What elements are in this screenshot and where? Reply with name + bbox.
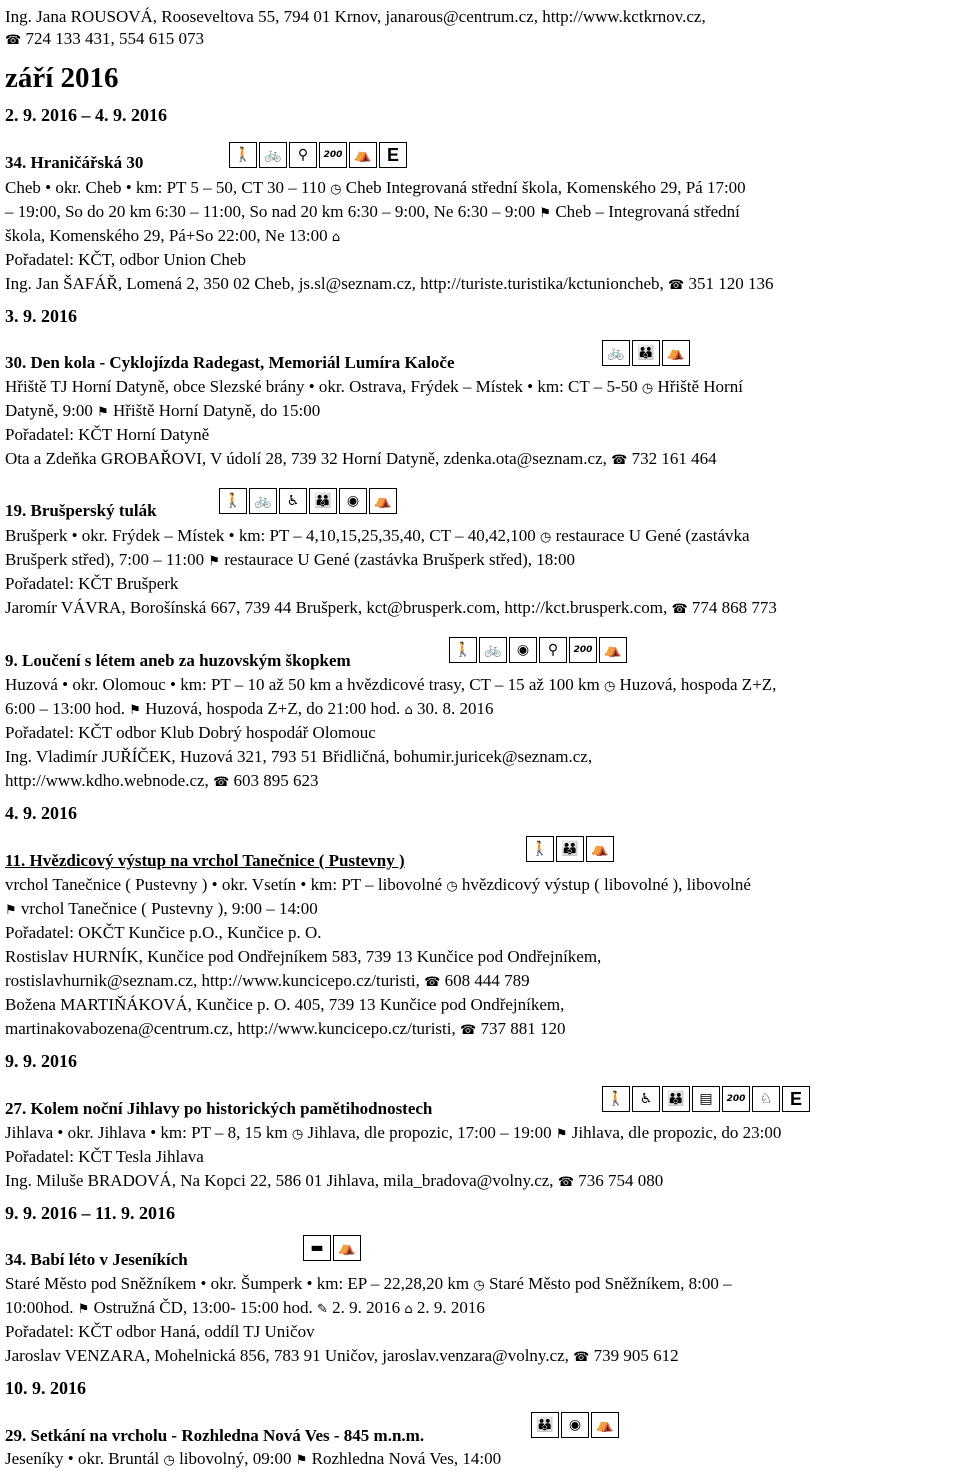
event-line: škola, Komenského 29, Pá+So 22:00, Ne 13:00 ⌂ [5,226,341,245]
hiker-icon: 🚶 [526,836,554,862]
finish-flag-icon: ⚑ [5,903,17,918]
family-icon: 👪 [309,488,337,514]
event-line: – 19:00, So do 20 km 6:30 – 11:00, So nad 20 km 6:30 – 9:00, Ne 6:30 – 9:00 ⚑ Cheb – Integrovaná střední [5,202,740,221]
event-line: Brušperk • okr. Frýdek – Místek • km: PT – 4,10,15,25,35,40, CT – 40,42,100 ◷ restaurace U Gené (zastávka [5,526,750,545]
stamp-icon: ⚲ [289,142,317,168]
event-date: 3. 9. 2016 [5,306,77,326]
event-line: Datyně, 9:00 ⚑ Hřiště Horní Datyně, do 15:00 [5,401,321,420]
event-icons [526,836,616,862]
hiker-icon: 🚶 [229,142,257,168]
cyclist-icon: 🚲 [479,637,507,663]
header-phone: 724 133 431, 554 615 073 [25,29,204,48]
event-organizer: Pořadatel: KČT odbor Klub Dobrý hospodář Olomouc [5,723,376,742]
phone-icon: ☎ [573,1350,590,1365]
event-line: Jihlava • okr. Jihlava • km: PT – 8, 15 km ◷ Jihlava, dle propozic, 17:00 – 19:00 ⚑ Jihlava, dle propozic, do 23:00 [5,1123,782,1142]
clock-icon: ◷ [473,1278,485,1293]
event-organizer: Pořadatel: KČT Horní Datyně [5,425,210,444]
200-badge-icon: 200 [722,1086,750,1112]
event-icons [602,1086,812,1112]
event-line: ⚑ vrchol Tanečnice ( Pustevny ), 9:00 – 14:00 [5,899,318,918]
pencil-icon: ✎ [316,1302,328,1317]
event-contact: Ing. Miluše BRADOVÁ, Na Kopci 22, 586 01 Jihlava, mila_bradova@volny.cz, ☎ 736 754 080 [5,1171,664,1190]
month-heading: září 2016 [5,62,119,94]
finish-flag-icon: ⚑ [129,703,141,718]
stamp-icon: ⚲ [539,637,567,663]
event-contact: Ing. Vladimír JUŘÍČEK, Huzová 321, 793 51 Břidličná, bohumir.juricek@seznam.cz, [5,747,593,766]
event-line: Huzová • okr. Olomouc • km: PT – 10 až 50 km a hvězdicové trasy, CT – 15 až 100 km ◷ Huzová, hospoda Z+Z, [5,675,777,694]
event-date: 4. 9. 2016 [5,803,77,823]
event-contact: Jaromír VÁVRA, Borošínská 667, 739 44 Brušperk, kct@brusperk.com, http://kct.brusperk.com, ☎ 774 868 773 [5,598,777,617]
tent-icon: ⛺ [591,1412,619,1438]
finish-flag-icon: ⚑ [208,554,221,569]
event-contact: rostislavhurnik@seznam.cz, http://www.kuncicepo.cz/turisti, ☎ 608 444 789 [5,971,530,990]
tent-icon: ⛺ [369,488,397,514]
clock-icon: ◷ [641,381,654,396]
event-line: Staré Město pod Sněžníkem • okr. Šumperk • km: EP – 22,28,20 km ◷ Staré Město pod Sněžníkem, 8:00 – [5,1274,732,1293]
event-contact: http://www.kdho.webnode.cz, ☎ 603 895 623 [5,771,319,790]
phone-icon: ☎ [213,775,230,790]
event-contact: Ota a Zdeňka GROBAŘOVI, V údolí 28, 739 32 Horní Datyně, zdenka.ota@seznam.cz, ☎ 732 161 464 [5,449,717,468]
clock-icon: ◷ [163,1453,175,1468]
cyclist-icon: 🚲 [259,142,287,168]
clock-icon: ◷ [603,679,616,694]
event-icons [219,488,399,514]
event-line: Hřiště TJ Horní Datyně, obce Slezské brány • okr. Ostrava, Frýdek – Místek • km: CT – 5-50 ◷ Hřiště Horní [5,377,743,396]
200-badge-icon: 200 [319,142,347,168]
event-title: 34. Babí léto v Jeseníkích [5,1250,188,1269]
phone-icon: ☎ [611,453,628,468]
house-icon: ⌂ [404,703,413,718]
event-line: Brušperk střed), 7:00 – 11:00 ⚑ restaurace U Gené (zastávka Brušperk střed), 18:00 [5,550,575,569]
event-title: 27. Kolem noční Jihlavy po historických pamětihodnostech [5,1099,433,1118]
tent-icon: ⛺ [333,1235,361,1261]
event-line: 10:00hod. ⚑ Ostružná ČD, 13:00- 15:00 hod. ✎ 2. 9. 2016 ⌂ 2. 9. 2016 [5,1298,485,1317]
tent-icon: ⛺ [349,142,377,168]
globe-icon: ◉ [339,488,367,514]
header-contact-line: Ing. Jana ROUSOVÁ, Rooseveltova 55, 794 01 Krnov, janarous@centrum.cz, http://www.kctkrnov.cz, [5,7,706,26]
event-organizer: Pořadatel: KČT, odbor Union Cheb [5,250,246,269]
event-contact: Rostislav HURNÍK, Kunčice pod Ondřejníkem 583, 739 13 Kunčice pod Ondřejníkem, [5,947,602,966]
event-title: 30. Den kola - Cyklojízda Radegast, Memoriál Lumíra Kaloče [5,353,455,372]
event-line: 6:00 – 13:00 hod. ⚑ Huzová, hospoda Z+Z, do 21:00 hod. ⌂ 30. 8. 2016 [5,699,494,718]
wheelchair-icon: ♿ [632,1086,660,1112]
event-contact: martinakovabozena@centrum.cz, http://www.kuncicepo.cz/turisti, ☎ 737 881 120 [5,1019,566,1038]
house-icon: ⌂ [404,1302,413,1317]
clock-icon: ◷ [291,1127,304,1142]
cyclist-icon: 🚲 [602,340,630,366]
phone-icon: ☎ [667,278,685,293]
event-icons [531,1412,621,1438]
clock-icon: ◷ [330,182,342,197]
finish-flag-icon: ⚑ [555,1127,568,1142]
event-title: 34. Hraničářská 30 [5,153,144,172]
event-title: 29. Setkání na vrcholu - Rozhledna Nová Ves - 845 m.n.m. [5,1426,425,1445]
phone-icon: ☎ [557,1175,575,1190]
event-organizer: Pořadatel: OKČT Kunčice p.O., Kunčice p. O. [5,923,322,942]
event-title: 11. Hvězdicový výstup na vrchol Tanečnice ( Pustevny ) [5,851,405,870]
bar-icon: ▬ [303,1235,331,1261]
bed-icon: ▤ [692,1086,720,1112]
globe-icon: ◉ [561,1412,589,1438]
hiker-icon: 🚶 [602,1086,630,1112]
e-icon: E [379,142,407,168]
phone-icon: ☎ [5,33,22,48]
phone-icon: ☎ [671,602,688,617]
event-line: Cheb • okr. Cheb • km: PT 5 – 50, CT 30 – 110 ◷ Cheb Integrovaná střední škola, Komenského 29, Pá 17:00 [5,178,746,197]
family-icon: 👪 [662,1086,690,1112]
e-icon: E [782,1086,810,1112]
event-date: 10. 9. 2016 [5,1378,86,1398]
globe-icon: ◉ [509,637,537,663]
event-organizer: Pořadatel: KČT Tesla Jihlava [5,1147,204,1166]
event-date: 9. 9. 2016 – 11. 9. 2016 [5,1203,176,1223]
event-title: 19. Brušperský tulák [5,501,157,520]
finish-flag-icon: ⚑ [77,1302,90,1317]
event-organizer: Pořadatel: KČT odbor Haná, oddíl TJ Uničov [5,1322,315,1341]
event-date: 9. 9. 2016 [5,1051,77,1071]
clock-icon: ◷ [446,879,458,894]
event-line: Jeseníky • okr. Bruntál ◷ libovolný, 09:00 ⚑ Rozhledna Nová Ves, 14:00 [5,1449,502,1468]
family-icon: 👪 [531,1412,559,1438]
family-icon: 👪 [556,836,584,862]
cyclist-icon: 🚲 [249,488,277,514]
phone-icon: ☎ [459,1023,477,1038]
hiker-icon: 🚶 [449,637,477,663]
event-contact: Ing. Jan ŠAFÁŘ, Lomená 2, 350 02 Cheb, js.sl@seznam.cz, http://turiste.turistika/kctunioncheb, ☎ 351 120 136 [5,274,774,293]
event-organizer: Pořadatel: KČT Brušperk [5,574,179,593]
tent-icon: ⛺ [662,340,690,366]
dog-icon: ♘ [752,1086,780,1112]
event-icons [229,142,409,168]
event-icons [303,1235,363,1261]
tent-icon: ⛺ [599,637,627,663]
tent-icon: ⛺ [586,836,614,862]
event-contact: Božena MARTIŇÁKOVÁ, Kunčice p. O. 405, 739 13 Kunčice pod Ondřejníkem, [5,995,565,1014]
event-icons [449,637,629,663]
event-date: 2. 9. 2016 – 4. 9. 2016 [5,105,167,125]
200-badge-icon: 200 [569,637,597,663]
header-phone-line [5,28,204,50]
phone-icon: ☎ [424,975,441,990]
hiker-icon: 🚶 [219,488,247,514]
wheelchair-icon: ♿ [279,488,307,514]
house-icon: ⌂ [331,230,341,245]
finish-flag-icon: ⚑ [539,206,552,221]
event-contact: Jaroslav VENZARA, Mohelnická 856, 783 91 Uničov, jaroslav.venzara@volny.cz, ☎ 739 905 612 [5,1346,679,1365]
event-icons [602,340,692,366]
finish-flag-icon: ⚑ [295,1453,308,1468]
event-line: vrchol Tanečnice ( Pustevny ) • okr. Vsetín • km: PT – libovolné ◷ hvězdicový výstup ( libovolné ), libovolné [5,875,751,894]
finish-flag-icon: ⚑ [97,405,109,420]
event-title: 9. Loučení s létem aneb za huzovským škopkem [5,651,351,670]
clock-icon: ◷ [539,530,552,545]
family-icon: 👪 [632,340,660,366]
